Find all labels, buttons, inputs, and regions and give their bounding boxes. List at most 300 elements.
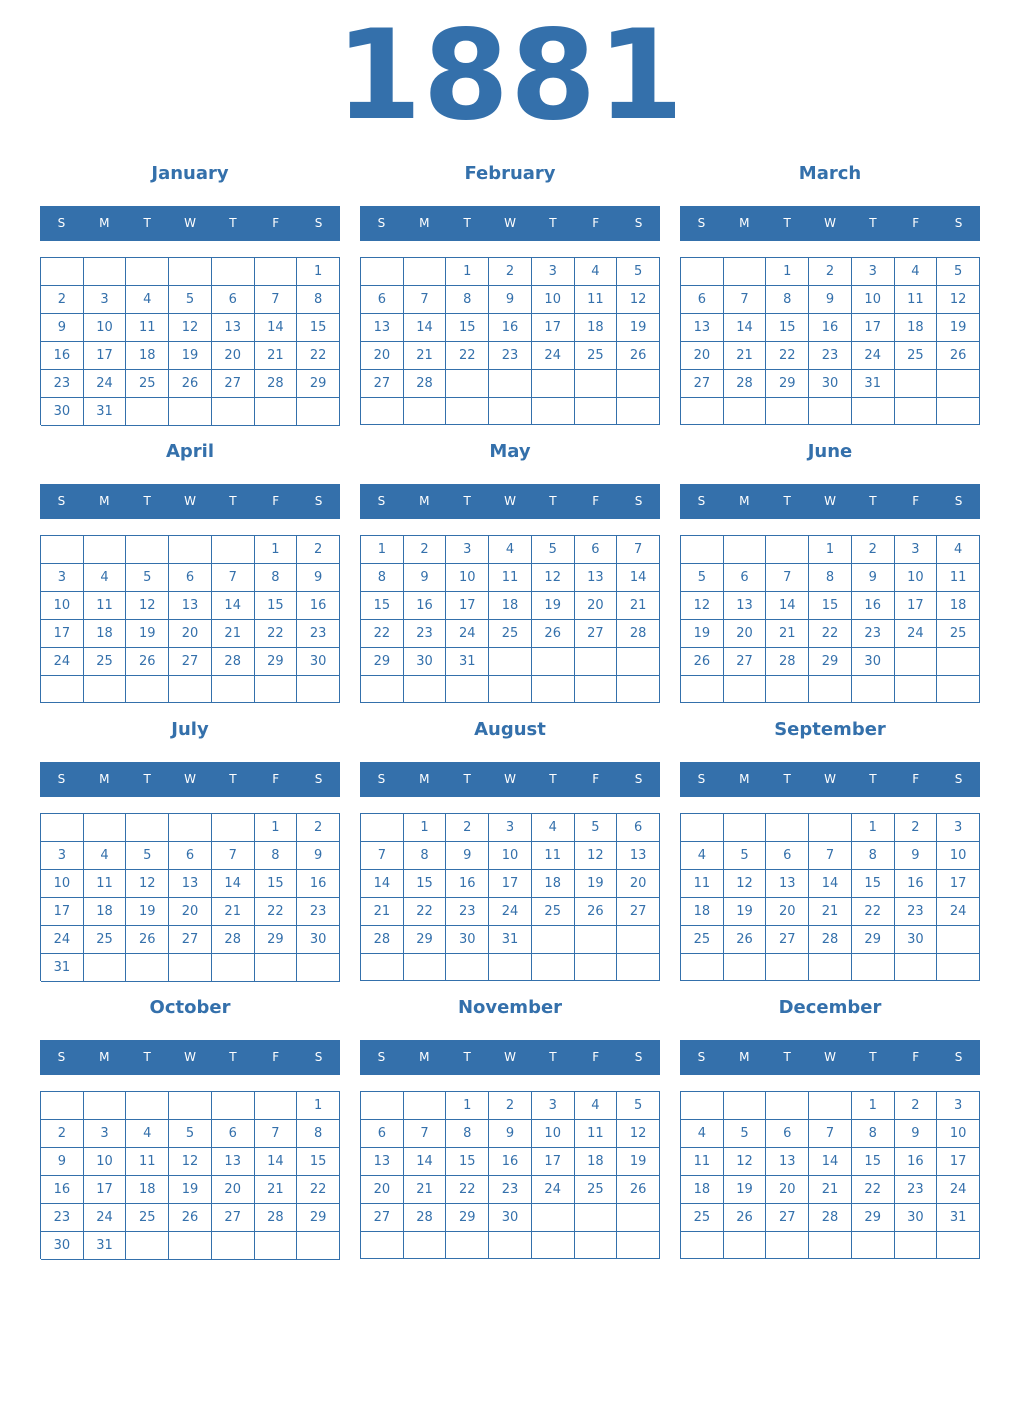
day-cell: [532, 398, 575, 425]
day-cell: 5: [724, 842, 767, 870]
day-cell: 9: [446, 842, 489, 870]
day-cell: 18: [575, 314, 618, 342]
day-cell: 18: [575, 1148, 618, 1176]
weekday-header: [40, 1040, 340, 1075]
day-cell: 10: [41, 592, 84, 620]
day-cell: 24: [937, 1176, 980, 1204]
weekday-label: S: [377, 772, 386, 786]
day-cell: 29: [255, 926, 298, 954]
day-cell: 6: [169, 564, 212, 592]
day-cell: 12: [169, 1148, 212, 1176]
day-cell: [212, 398, 255, 426]
day-cell: 10: [84, 314, 127, 342]
day-cell: 26: [617, 342, 660, 370]
day-cell: 26: [126, 926, 169, 954]
day-cell: [446, 954, 489, 981]
day-cell: 20: [212, 1176, 255, 1204]
day-cell: [937, 370, 980, 398]
month-name: February: [464, 163, 556, 184]
day-cell: 26: [575, 898, 618, 926]
day-cell: 20: [766, 1176, 809, 1204]
day-cell: 16: [809, 314, 852, 342]
day-cell: 9: [297, 564, 340, 592]
day-cell: 8: [852, 1120, 895, 1148]
day-cell: [255, 1092, 298, 1120]
day-cell: 20: [169, 898, 212, 926]
day-cell: 27: [724, 648, 767, 676]
day-cell: 6: [724, 564, 767, 592]
day-cell: 20: [766, 898, 809, 926]
day-cell: 11: [937, 564, 980, 592]
day-cell: 16: [404, 592, 447, 620]
day-cell: 17: [84, 1176, 127, 1204]
weekday-label: S: [697, 216, 706, 230]
day-cell: 7: [809, 842, 852, 870]
day-cell: [724, 1232, 767, 1259]
days-grid: [360, 1091, 660, 1259]
day-cell: 28: [404, 370, 447, 398]
day-cell: 18: [895, 314, 938, 342]
day-cell: 12: [724, 1148, 767, 1176]
day-cell: 1: [297, 1092, 340, 1120]
weekday-label: S: [697, 772, 706, 786]
day-cell: [724, 1092, 767, 1120]
day-cell: 22: [852, 1176, 895, 1204]
day-cell: 13: [617, 842, 660, 870]
day-cell: [169, 814, 212, 842]
day-cell: 14: [255, 314, 298, 342]
day-cell: 23: [489, 1176, 532, 1204]
day-cell: 25: [895, 342, 938, 370]
day-cell: [617, 398, 660, 425]
day-cell: 21: [404, 1176, 447, 1204]
day-cell: 3: [937, 814, 980, 842]
day-cell: [361, 1232, 404, 1259]
weekday-label: T: [869, 772, 877, 786]
weekday-header: [360, 762, 660, 797]
day-cell: 4: [575, 258, 618, 286]
day-cell: 17: [489, 870, 532, 898]
day-cell: [297, 1232, 340, 1260]
day-cell: 30: [809, 370, 852, 398]
day-cell: 11: [575, 1120, 618, 1148]
day-cell: 21: [361, 898, 404, 926]
day-cell: [766, 676, 809, 703]
day-cell: 11: [532, 842, 575, 870]
day-cell: 14: [766, 592, 809, 620]
day-cell: 13: [766, 870, 809, 898]
weekday-label: M: [739, 494, 750, 508]
day-cell: [617, 1204, 660, 1232]
day-cell: [169, 1092, 212, 1120]
weekday-label: F: [272, 1050, 280, 1064]
day-cell: 19: [681, 620, 724, 648]
day-cell: 1: [766, 258, 809, 286]
day-cell: 31: [84, 398, 127, 426]
days-grid: [680, 813, 980, 981]
day-cell: 5: [617, 1092, 660, 1120]
day-cell: 11: [126, 1148, 169, 1176]
weekday-label: W: [184, 1050, 196, 1064]
day-cell: 25: [681, 1204, 724, 1232]
day-cell: [809, 814, 852, 842]
day-cell: [766, 954, 809, 981]
day-cell: [361, 814, 404, 842]
day-cell: 30: [852, 648, 895, 676]
day-cell: 25: [575, 342, 618, 370]
weekday-label: F: [592, 1050, 600, 1064]
day-cell: [489, 648, 532, 676]
day-cell: 25: [489, 620, 532, 648]
day-cell: 14: [724, 314, 767, 342]
day-cell: 12: [126, 870, 169, 898]
day-cell: [404, 398, 447, 425]
day-cell: [212, 1232, 255, 1260]
day-cell: 14: [361, 870, 404, 898]
day-cell: 24: [532, 342, 575, 370]
day-cell: 9: [404, 564, 447, 592]
day-cell: [575, 370, 618, 398]
day-cell: 8: [404, 842, 447, 870]
day-cell: [169, 1232, 212, 1260]
weekday-label: M: [419, 494, 430, 508]
day-cell: 5: [126, 842, 169, 870]
year-title: 1881: [335, 4, 685, 148]
day-cell: [169, 954, 212, 982]
day-cell: 17: [446, 592, 489, 620]
day-cell: 8: [255, 842, 298, 870]
day-cell: 4: [575, 1092, 618, 1120]
days-grid: [40, 813, 340, 981]
day-cell: 13: [361, 1148, 404, 1176]
day-cell: 25: [532, 898, 575, 926]
weekday-label: T: [783, 494, 791, 508]
weekday-label: F: [272, 494, 280, 508]
day-cell: [724, 536, 767, 564]
day-cell: 24: [937, 898, 980, 926]
day-cell: 21: [212, 898, 255, 926]
day-cell: 26: [126, 648, 169, 676]
day-cell: [575, 1232, 618, 1259]
day-cell: [446, 1232, 489, 1259]
day-cell: 21: [255, 1176, 298, 1204]
month-name: December: [778, 997, 882, 1018]
day-cell: 11: [489, 564, 532, 592]
day-cell: 18: [126, 1176, 169, 1204]
day-cell: 13: [169, 870, 212, 898]
day-cell: 9: [41, 314, 84, 342]
day-cell: 20: [169, 620, 212, 648]
day-cell: [126, 954, 169, 982]
day-cell: [361, 398, 404, 425]
day-cell: 28: [361, 926, 404, 954]
day-cell: [212, 676, 255, 703]
day-cell: [84, 1092, 127, 1120]
weekday-label: T: [229, 772, 237, 786]
weekday-label: T: [143, 772, 151, 786]
day-cell: 16: [41, 342, 84, 370]
day-cell: 24: [852, 342, 895, 370]
day-cell: [255, 954, 298, 982]
day-cell: 5: [575, 814, 618, 842]
weekday-label: T: [549, 772, 557, 786]
day-cell: 23: [895, 1176, 938, 1204]
day-cell: 15: [361, 592, 404, 620]
day-cell: 2: [852, 536, 895, 564]
day-cell: 31: [852, 370, 895, 398]
day-cell: 15: [809, 592, 852, 620]
day-cell: [169, 398, 212, 426]
day-cell: 27: [212, 1204, 255, 1232]
weekday-label: T: [869, 494, 877, 508]
day-cell: [617, 1232, 660, 1259]
weekday-label: S: [314, 1050, 323, 1064]
day-cell: 14: [809, 1148, 852, 1176]
day-cell: 23: [489, 342, 532, 370]
day-cell: [724, 398, 767, 425]
day-cell: 21: [766, 620, 809, 648]
day-cell: [617, 370, 660, 398]
day-cell: [404, 1092, 447, 1120]
day-cell: [41, 1092, 84, 1120]
day-cell: 8: [446, 1120, 489, 1148]
weekday-label: S: [634, 1050, 643, 1064]
day-cell: 14: [404, 1148, 447, 1176]
day-cell: [895, 676, 938, 703]
day-cell: 5: [169, 286, 212, 314]
weekday-label: S: [314, 772, 323, 786]
day-cell: 2: [404, 536, 447, 564]
day-cell: 19: [937, 314, 980, 342]
day-cell: [724, 258, 767, 286]
month-name: January: [151, 163, 229, 184]
day-cell: 19: [724, 1176, 767, 1204]
day-cell: 15: [852, 1148, 895, 1176]
day-cell: 11: [895, 286, 938, 314]
day-cell: 22: [446, 1176, 489, 1204]
weekday-label: S: [954, 494, 963, 508]
day-cell: 9: [895, 1120, 938, 1148]
weekday-header: [360, 206, 660, 241]
day-cell: 23: [297, 620, 340, 648]
day-cell: 26: [169, 1204, 212, 1232]
weekday-label: F: [272, 216, 280, 230]
day-cell: [575, 648, 618, 676]
day-cell: 15: [446, 314, 489, 342]
day-cell: 26: [724, 926, 767, 954]
day-cell: 29: [766, 370, 809, 398]
weekday-label: T: [783, 772, 791, 786]
day-cell: 11: [681, 1148, 724, 1176]
weekday-label: M: [419, 216, 430, 230]
day-cell: 3: [532, 258, 575, 286]
day-cell: [361, 954, 404, 981]
day-cell: 16: [895, 870, 938, 898]
day-cell: [297, 954, 340, 982]
day-cell: [617, 648, 660, 676]
day-cell: 1: [255, 814, 298, 842]
day-cell: 12: [575, 842, 618, 870]
day-cell: 8: [766, 286, 809, 314]
day-cell: 23: [809, 342, 852, 370]
weekday-label: S: [377, 216, 386, 230]
day-cell: 1: [446, 1092, 489, 1120]
day-cell: 5: [169, 1120, 212, 1148]
weekday-label: T: [549, 494, 557, 508]
day-cell: 10: [532, 286, 575, 314]
day-cell: 22: [255, 898, 298, 926]
days-grid: [680, 1091, 980, 1259]
day-cell: 24: [446, 620, 489, 648]
day-cell: [361, 676, 404, 703]
day-cell: 24: [532, 1176, 575, 1204]
day-cell: 26: [937, 342, 980, 370]
day-cell: 1: [297, 258, 340, 286]
day-cell: 15: [297, 1148, 340, 1176]
weekday-label: W: [824, 216, 836, 230]
day-cell: 30: [41, 398, 84, 426]
day-cell: [766, 536, 809, 564]
day-cell: 12: [532, 564, 575, 592]
day-cell: 19: [575, 870, 618, 898]
day-cell: [532, 1204, 575, 1232]
day-cell: 28: [766, 648, 809, 676]
month-name: August: [474, 719, 546, 740]
day-cell: 18: [937, 592, 980, 620]
day-cell: 25: [937, 620, 980, 648]
day-cell: 21: [724, 342, 767, 370]
day-cell: [297, 676, 340, 703]
day-cell: 19: [126, 620, 169, 648]
day-cell: 29: [446, 1204, 489, 1232]
day-cell: 28: [404, 1204, 447, 1232]
day-cell: 8: [297, 1120, 340, 1148]
day-cell: 31: [84, 1232, 127, 1260]
day-cell: 17: [532, 1148, 575, 1176]
day-cell: [126, 258, 169, 286]
day-cell: 25: [84, 926, 127, 954]
day-cell: 8: [809, 564, 852, 592]
day-cell: [852, 954, 895, 981]
day-cell: 24: [41, 926, 84, 954]
day-cell: 27: [212, 370, 255, 398]
day-cell: [126, 814, 169, 842]
day-cell: 23: [895, 898, 938, 926]
day-cell: 28: [617, 620, 660, 648]
day-cell: [852, 398, 895, 425]
day-cell: [126, 398, 169, 426]
weekday-header: [40, 484, 340, 519]
day-cell: [446, 370, 489, 398]
day-cell: 23: [404, 620, 447, 648]
day-cell: 25: [126, 1204, 169, 1232]
day-cell: 16: [489, 1148, 532, 1176]
day-cell: [681, 676, 724, 703]
day-cell: [895, 398, 938, 425]
day-cell: [809, 398, 852, 425]
day-cell: [489, 398, 532, 425]
day-cell: 22: [361, 620, 404, 648]
day-cell: 26: [724, 1204, 767, 1232]
weekday-label: F: [592, 216, 600, 230]
month-name: October: [149, 997, 231, 1018]
day-cell: 14: [212, 870, 255, 898]
day-cell: [126, 1092, 169, 1120]
day-cell: 20: [724, 620, 767, 648]
weekday-header: [360, 484, 660, 519]
day-cell: 4: [532, 814, 575, 842]
day-cell: 18: [681, 1176, 724, 1204]
day-cell: 18: [84, 898, 127, 926]
day-cell: 4: [937, 536, 980, 564]
weekday-label: S: [377, 494, 386, 508]
weekday-label: T: [869, 216, 877, 230]
weekday-label: W: [504, 772, 516, 786]
day-cell: [255, 398, 298, 426]
day-cell: [681, 1092, 724, 1120]
day-cell: 6: [766, 1120, 809, 1148]
day-cell: 6: [212, 286, 255, 314]
weekday-label: F: [912, 772, 920, 786]
day-cell: [255, 676, 298, 703]
weekday-label: S: [954, 772, 963, 786]
weekday-label: S: [314, 494, 323, 508]
day-cell: 29: [255, 648, 298, 676]
day-cell: 22: [297, 342, 340, 370]
day-cell: 13: [212, 314, 255, 342]
weekday-label: M: [99, 772, 110, 786]
day-cell: 10: [532, 1120, 575, 1148]
day-cell: 2: [41, 1120, 84, 1148]
day-cell: 5: [126, 564, 169, 592]
day-cell: [937, 676, 980, 703]
day-cell: 5: [617, 258, 660, 286]
weekday-header: [680, 206, 980, 241]
day-cell: 26: [681, 648, 724, 676]
day-cell: 22: [852, 898, 895, 926]
day-cell: 4: [681, 1120, 724, 1148]
day-cell: 7: [724, 286, 767, 314]
day-cell: [681, 1232, 724, 1259]
day-cell: 15: [766, 314, 809, 342]
day-cell: [575, 954, 618, 981]
day-cell: [84, 814, 127, 842]
day-cell: 22: [255, 620, 298, 648]
day-cell: 13: [361, 314, 404, 342]
day-cell: 25: [126, 370, 169, 398]
day-cell: 30: [446, 926, 489, 954]
day-cell: [809, 1092, 852, 1120]
day-cell: 21: [617, 592, 660, 620]
day-cell: 20: [617, 870, 660, 898]
day-cell: 12: [681, 592, 724, 620]
day-cell: 5: [681, 564, 724, 592]
weekday-label: F: [912, 494, 920, 508]
month-name: May: [489, 441, 531, 462]
day-cell: 22: [766, 342, 809, 370]
day-cell: 1: [446, 258, 489, 286]
day-cell: 1: [852, 814, 895, 842]
day-cell: 9: [852, 564, 895, 592]
weekday-label: T: [143, 494, 151, 508]
day-cell: 2: [297, 536, 340, 564]
day-cell: 2: [41, 286, 84, 314]
day-cell: 13: [681, 314, 724, 342]
day-cell: 19: [617, 314, 660, 342]
day-cell: 24: [489, 898, 532, 926]
day-cell: [404, 1232, 447, 1259]
weekday-header: [40, 206, 340, 241]
